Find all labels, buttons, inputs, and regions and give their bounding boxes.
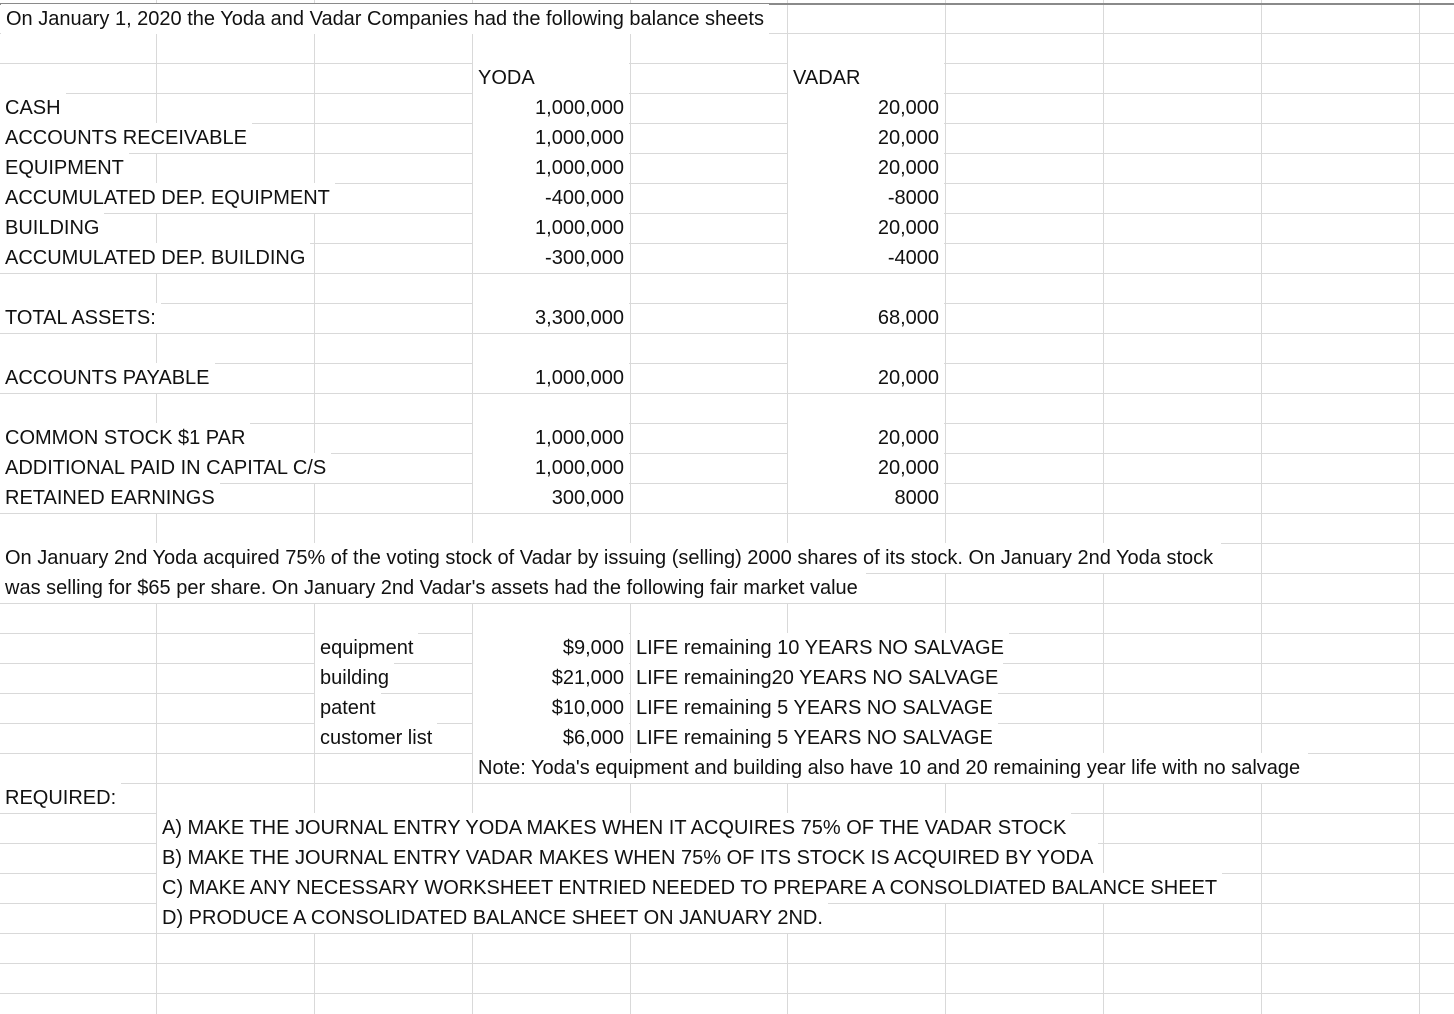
row-label: ACCUMULATED DEP. EQUIPMENT [0, 183, 335, 213]
fmv-item: building [315, 663, 394, 693]
row-label: RETAINED EARNINGS [0, 483, 220, 513]
row-label: ADDITIONAL PAID IN CAPITAL C/S [0, 453, 331, 483]
yoda-value: 1,000,000 [473, 213, 629, 243]
gridline [0, 63, 1454, 64]
vadar-accounts-payable: 20,000 [788, 363, 944, 393]
gridline [0, 153, 1454, 154]
fmv-item: customer list [315, 723, 437, 753]
yoda-value: 1,000,000 [473, 123, 629, 153]
gridline [0, 783, 1454, 784]
gridline [0, 963, 1454, 964]
vadar-value: 20,000 [788, 153, 944, 183]
vadar-value: 20,000 [788, 93, 944, 123]
required-item: D) PRODUCE A CONSOLIDATED BALANCE SHEET ON JANUARY 2ND. [157, 903, 828, 933]
gridline [0, 273, 1454, 274]
gridline [0, 333, 1454, 334]
narrative-line: On January 2nd Yoda acquired 75% of the voting stock of Vadar by issuing (selling) 2000 shares of its stock. On January 2nd Yoda stock [0, 543, 1221, 573]
yoda-value: -300,000 [473, 243, 629, 273]
vadar-value: -8000 [788, 183, 944, 213]
total-assets-label: TOTAL ASSETS: [0, 303, 161, 333]
fmv-life: LIFE remaining 10 YEARS NO SALVAGE [631, 633, 1009, 663]
fmv-value: $21,000 [473, 663, 629, 693]
fmv-value: $6,000 [473, 723, 629, 753]
gridline [0, 303, 1454, 304]
fmv-item: patent [315, 693, 381, 723]
yoda-value: 1,000,000 [473, 453, 629, 483]
vadar-value: 20,000 [788, 123, 944, 153]
required-label: REQUIRED: [0, 783, 121, 813]
gridline [0, 213, 1454, 214]
vadar-value: 20,000 [788, 213, 944, 243]
vadar-total-assets: 68,000 [788, 303, 944, 333]
gridline [0, 603, 1454, 604]
vadar-value: -4000 [788, 243, 944, 273]
row-label: CASH [0, 93, 66, 123]
note: Note: Yoda's equipment and building also have 10 and 20 remaining year life with no salvage [473, 753, 1308, 783]
row-label: COMMON STOCK $1 PAR [0, 423, 250, 453]
column-header-vadar: VADAR [788, 63, 944, 93]
required-item: C) MAKE ANY NECESSARY WORKSHEET ENTRIED NEEDED TO PREPARE A CONSOLDIATED BALANCE SHEET [157, 873, 1222, 903]
required-item: A) MAKE THE JOURNAL ENTRY YODA MAKES WHEN IT ACQUIRES 75% OF THE VADAR STOCK [157, 813, 1071, 843]
accounts-payable-label: ACCOUNTS PAYABLE [0, 363, 215, 393]
yoda-value: -400,000 [473, 183, 629, 213]
fmv-value: $9,000 [473, 633, 629, 663]
yoda-total-assets: 3,300,000 [473, 303, 629, 333]
fmv-item: equipment [315, 633, 418, 663]
narrative-line: was selling for $65 per share. On January 2nd Vadar's assets had the following fair market value [0, 573, 866, 603]
row-label: BUILDING [0, 213, 104, 243]
gridline [0, 393, 1454, 394]
row-label: EQUIPMENT [0, 153, 129, 183]
fmv-life: LIFE remaining20 YEARS NO SALVAGE [631, 663, 1003, 693]
vadar-value: 8000 [788, 483, 944, 513]
row-label: ACCOUNTS RECEIVABLE [0, 123, 252, 153]
gridline [0, 993, 1454, 994]
vadar-value: 20,000 [788, 453, 944, 483]
row-label: ACCUMULATED DEP. BUILDING [0, 243, 310, 273]
yoda-value: 1,000,000 [473, 93, 629, 123]
yoda-accounts-payable: 1,000,000 [473, 363, 629, 393]
gridline [0, 93, 1454, 94]
yoda-value: 1,000,000 [473, 153, 629, 183]
gridline [0, 513, 1454, 514]
yoda-value: 300,000 [473, 483, 629, 513]
gridline [0, 363, 1454, 364]
yoda-value: 1,000,000 [473, 423, 629, 453]
vadar-value: 20,000 [788, 423, 944, 453]
sheet-title: On January 1, 2020 the Yoda and Vadar Companies had the following balance sheets [1, 4, 769, 34]
required-item: B) MAKE THE JOURNAL ENTRY VADAR MAKES WHEN 75% OF ITS STOCK IS ACQUIRED BY YODA [157, 843, 1098, 873]
fmv-life: LIFE remaining 5 YEARS NO SALVAGE [631, 693, 998, 723]
fmv-life: LIFE remaining 5 YEARS NO SALVAGE [631, 723, 998, 753]
gridline [0, 933, 1454, 934]
column-header-yoda: YODA [473, 63, 629, 93]
fmv-value: $10,000 [473, 693, 629, 723]
